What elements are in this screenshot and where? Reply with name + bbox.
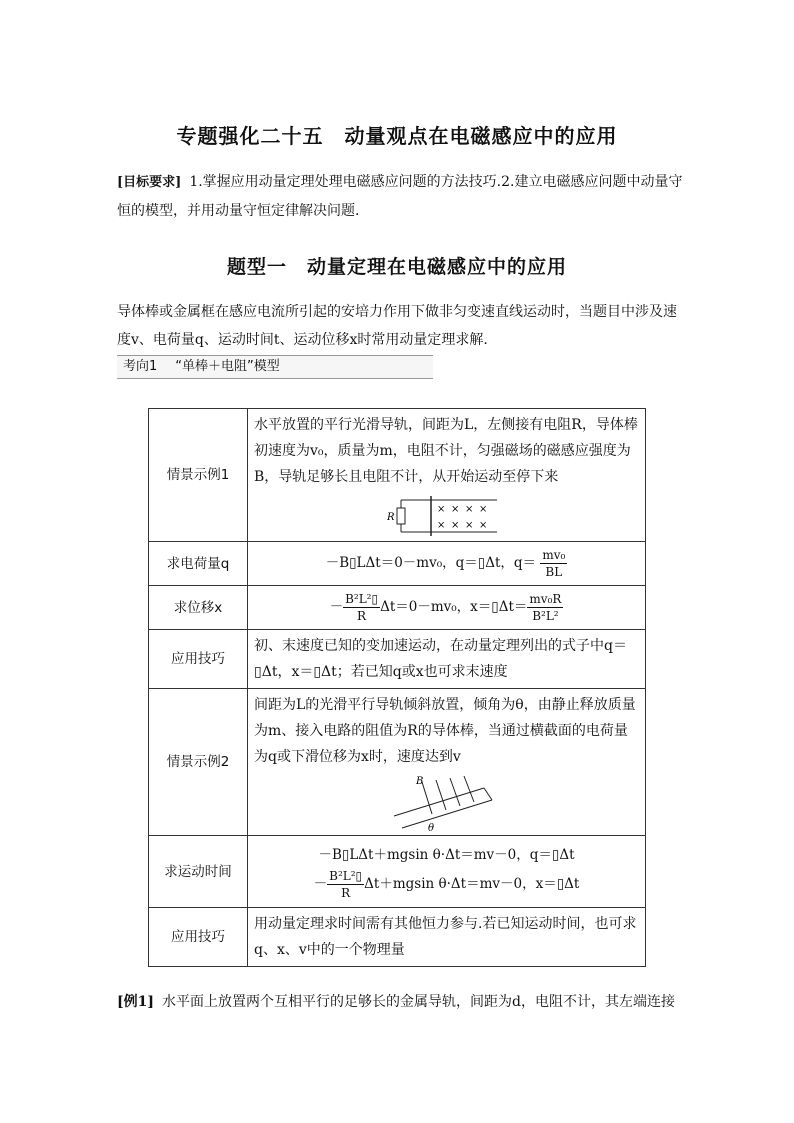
topic-text: “单棒＋电阻”模型 <box>175 359 280 374</box>
row-label: 情景示例1 <box>149 409 248 542</box>
table-row <box>149 836 646 908</box>
page-title: 专题强化二十五 动量观点在电磁感应中的应用 <box>176 124 618 148</box>
row-label: 应用技巧 <box>149 630 248 689</box>
angle-label: θ <box>427 823 434 832</box>
field-mark: × <box>464 504 473 515</box>
equation-text: － <box>313 876 328 892</box>
table-row <box>149 409 646 542</box>
example-tag: [例1] <box>117 994 154 1010</box>
topic-number: 考向1 <box>123 359 158 374</box>
field-label: B <box>415 776 423 787</box>
goal-paragraph <box>117 168 683 225</box>
row-content <box>248 409 646 542</box>
field-mark: × <box>464 520 473 531</box>
table-row <box>149 908 646 967</box>
equation-text: Δt＋mgsin θ·Δt＝mv－0，x＝▯Δt <box>364 876 580 892</box>
example-paragraph <box>117 988 683 1016</box>
incline-figure <box>392 774 502 832</box>
field-mark: × <box>436 504 445 515</box>
goal-text: 1.掌握应用动量定理处理电磁感应问题的方法技巧.2.建立电磁感应问题中动量守恒的模型，并用动量守恒定律解决问题. <box>117 174 683 219</box>
row-label: 应用技巧 <box>149 908 248 967</box>
scene2-text: 间距为L的光滑平行导轨倾斜放置，倾角为θ，由静止释放质量为m、接入电路的阻值为R的导体棒，当通过横截面的电荷量为q或下滑位移为x时，速度达到v <box>254 697 636 765</box>
row-content <box>248 689 646 836</box>
fraction <box>327 868 364 901</box>
denominator: B²L² <box>532 609 559 623</box>
time-equations <box>248 836 646 908</box>
equation-text: Δt＝0－mv₀，x＝▯Δt＝ <box>380 599 528 615</box>
fraction <box>527 591 563 624</box>
denominator: R <box>357 609 367 623</box>
field-mark: × <box>478 504 487 515</box>
fraction <box>343 591 380 624</box>
field-mark: × <box>450 520 459 531</box>
equation-text: － <box>329 599 344 615</box>
goal-tag: [目标要求] <box>117 175 182 190</box>
field-mark: × <box>436 520 445 531</box>
denominator: R <box>341 886 351 900</box>
rail-figure-1 <box>387 494 507 538</box>
row-label: 求位移x <box>149 586 248 630</box>
denominator: BL <box>545 565 563 579</box>
numerator: mv₀ <box>542 548 566 562</box>
table-row <box>149 630 646 689</box>
row-label: 求运动时间 <box>149 836 248 908</box>
equation-line <box>254 868 639 901</box>
table-row <box>149 586 646 630</box>
resistor-label: R <box>386 512 395 523</box>
displacement-equation <box>248 586 646 630</box>
fraction <box>540 547 567 580</box>
charge-equation <box>248 542 646 586</box>
section-title: 题型一 动量定理在电磁感应中的应用 <box>226 256 567 278</box>
field-mark: × <box>450 504 459 515</box>
topic-heading <box>117 355 433 379</box>
numerator: B²L²▯ <box>345 592 379 606</box>
method-table <box>148 408 646 967</box>
scene1-text: 水平放置的平行光滑导轨，间距为L，左侧接有电阻R，导体棒初速度为v₀，质量为m，电阻不计，匀强磁场的磁感应强度为B，导轨足够长且电阻不计，从开始运动至停下来 <box>254 417 638 485</box>
skill2-text: 用动量定理求时间需有其他恒力参与.若已知运动时间，也可求q、x、v中的一个物理量 <box>248 908 646 967</box>
example-text: 水平面上放置两个互相平行的足够长的金属导轨，间距为d，电阻不计，其左端连接 <box>162 994 675 1010</box>
numerator: mv₀R <box>529 592 562 606</box>
equation-text: －B▯LΔt＋mgsin θ·Δt＝mv－0，q＝▯Δt <box>318 847 575 863</box>
row-label: 情景示例2 <box>149 689 248 836</box>
equation-text: －B▯LΔt＝0－mv₀，q＝▯Δt，q＝ <box>325 555 537 571</box>
table-row <box>149 542 646 586</box>
table-row <box>149 689 646 836</box>
field-mark: × <box>478 520 487 531</box>
skill1-text: 初、末速度已知的变加速运动，在动量定理列出的式子中q＝▯Δt，x＝▯Δt；若已知q或x也可求末速度 <box>248 630 646 689</box>
row-label: 求电荷量q <box>149 542 248 586</box>
numerator: B²L²▯ <box>329 869 363 883</box>
intro-paragraph: 导体棒或金属框在感应电流所引起的安培力作用下做非匀变速直线运动时，当题目中涉及速度v、电荷量q、运动时间t、运动位移x时常用动量定理求解. <box>117 304 677 348</box>
